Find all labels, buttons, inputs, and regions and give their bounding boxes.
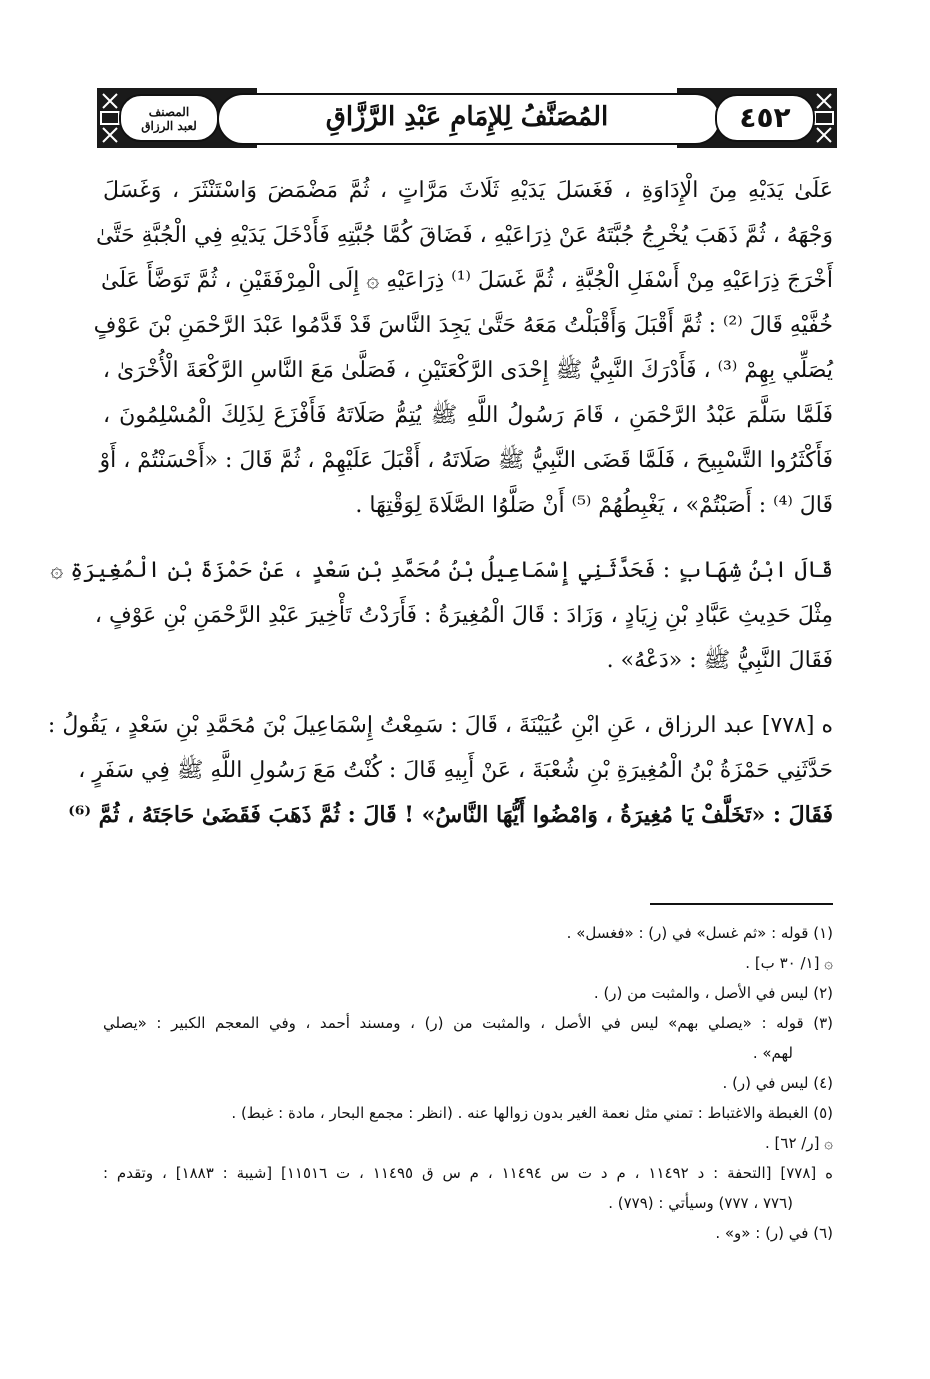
- footnotes: [103, 918, 833, 1248]
- text-line: قَالَ ⁽⁴⁾ : أَصَبْتُمْ» ، يَغْبِطُهُمْ ⁽⁵⁾ أَنْ صَلَّوُا الصَّلَاةَ لِوَقْتِهَا .: [355, 493, 833, 518]
- text-line: فَأَكْثَرُوا التَّسْبِيحَ ، فَلَمَّا قَضَى النَّبِيُّ ﷺ صَلَاتَهُ ، أَقْبَلَ عَلَيْهِمْ ، ثُمَّ قَالَ : «أَحْسَنْتُمْ ، أَوْ: [99, 448, 833, 473]
- hadith-heading-line: ه [٧٧٨] عبد الرزاق ، عَنِ ابْنِ عُيَيْنَةَ ، قَالَ : سَمِعْتُ إِسْمَاعِيلَ بْنَ مُحَمَّدِ بْنِ سَعْدٍ ، يَقُولُ :: [47, 713, 833, 738]
- text-line: مِثْلَ حَدِيثِ عَبَّادِ بْنِ زِيَادٍ ، وَزَادَ : قَالَ الْمُغِيرَةُ : فَأَرَدْتُ تَأْخِيرَ عَبْدِ الرَّحْمَنِ بْنِ عَوْفٍ ،: [94, 603, 833, 628]
- publisher-logo: [119, 94, 219, 142]
- text-line: حَدَّثَنِي حَمْزَةُ بْنُ الْمُغِيرَةِ بْنِ شُعْبَةَ ، عَنْ أَبِيهِ قَالَ : كُنْتُ مَعَ رَسُولِ اللَّهِ ﷺ فِي سَفَرٍ ،: [78, 758, 833, 783]
- text-line: فَقَالَ : «تَخَلَّفْ يَا مُغِيرَةُ ، وَامْضُوا أَيُّهَا النَّاسُ» ! قَالَ : ثُمَّ ذَهَبَ فَقَضَىٰ حَاجَتَهُ ، ثُمَّ ⁽⁶⁾: [68, 802, 833, 828]
- text-line: وَجْهَهُ ، ثُمَّ ذَهَبَ يُخْرِجُ جُبَّتَهُ عَنْ ذِرَاعَيْهِ ، فَضَاقَ كُمَّا جُبَّتِهِ فَأَدْخَلَ يَدَيْهِ فِي الْجُبَّةِ حَتَّىٰ: [96, 223, 833, 248]
- footnote: (٦) في (ر) : «و» .: [715, 1224, 833, 1242]
- footnote-continuation: لهم» .: [752, 1044, 793, 1062]
- page-number: ٤٥٢: [739, 101, 791, 134]
- footnote: ۞ [ر/ ٦٢] .: [765, 1134, 833, 1152]
- footnote: ۞ [١/ ٣٠ ب] .: [745, 954, 833, 972]
- text-line: يُصَلِّي بِهِمْ ⁽³⁾ ، فَأَدْرَكَ النَّبِيُّ ﷺ إِحْدَى الرَّكْعَتَيْنِ ، فَصَلَّىٰ مَعَ النَّاسِ الرَّكْعَةَ الْأُخْرَىٰ ،: [102, 358, 833, 383]
- footnote-continuation: (٧٧٦ ، ٧٧٧) وسيأتي : (٧٧٩) .: [608, 1194, 793, 1212]
- text-line: فَقَالَ النَّبِيُّ ﷺ : «دَعْهُ» .: [606, 648, 833, 673]
- book-title: المُصَنَّفُ لِلإِمَامِ عَبْدِ الرَّزَّاقِ: [325, 102, 609, 132]
- footnote: (٢) ليس في الأصل ، والمثبت من (ر) .: [593, 984, 833, 1002]
- text-line: عَلَىٰ يَدَيْهِ مِنَ الْإِدَاوَةِ ، فَغَسَلَ يَدَيْهِ ثَلَاثَ مَرَّاتٍ ، ثُمَّ مَضْمَضَ وَاسْتَنْثَرَ ، وَغَسَلَ: [103, 178, 833, 203]
- footnote: ه [٧٧٨] [التحفة : د ١١٤٩٢ ، م د ت س ١١٤٩٤ ، م س ق ١١٤٩٥ ، ت ١١٥١٦] [شيبة : ١٨٨٣] ، وتقدم :: [103, 1164, 833, 1182]
- footnote-separator: [650, 903, 833, 905]
- page-header: [97, 88, 837, 148]
- logo-text-bottom: لعبد الرزاق: [141, 118, 197, 133]
- logo-text-top: المصنف: [148, 104, 190, 119]
- footnote: (٣) قوله : «يصلي بهم» ليس في الأصل ، والمثبت من (ر) ، ومسند أحمد ، وفي المعجم الكبير : «يصلي: [103, 1014, 833, 1032]
- main-text: [47, 168, 833, 838]
- text-line: خُفَّيْهِ قَالَ ⁽²⁾ : ثُمَّ أَقْبَلَ وَأَقْبَلْتُ مَعَهُ حَتَّىٰ يَجِدَ النَّاسَ قَدْ قَدَّمُوا عَبْدَ الرَّحْمَنِ بْنَ عَوْفٍ: [93, 313, 833, 338]
- text-line: قَالَ ابْنُ شِهَابٍ : فَحَدَّثَنِي إِسْمَاعِيلُ بْنُ مُحَمَّدِ بْنِ سَعْدٍ ، عَنْ حَمْزَةَ بْنِ الْمُغِيرَةِ ۞: [50, 558, 833, 583]
- footnote: (٤) ليس في (ر) .: [722, 1074, 833, 1092]
- text-line: أَخْرَجَ ذِرَاعَيْهِ مِنْ أَسْفَلِ الْجُبَّةِ ، ثُمَّ غَسَلَ ⁽¹⁾ ذِرَاعَيْهِ ۞ إِلَى الْمِرْفَقَيْنِ ، ثُمَّ تَوَضَّأَ عَلَىٰ: [101, 268, 833, 293]
- text-line: فَلَمَّا سَلَّمَ عَبْدُ الرَّحْمَنِ ، قَامَ رَسُولُ اللَّهِ ﷺ يُتِمُّ صَلَاتَهُ فَأَفْزَعَ لِذَلِكَ الْمُسْلِمُونَ ،: [103, 403, 833, 428]
- footnote: (١) قوله : «ثم غسل» في (ر) : «فغسل» .: [566, 924, 833, 942]
- page-number-badge: [715, 94, 815, 142]
- footnote: (٥) الغبطة والاغتباط : تمني مثل نعمة الغير بدون زوالها عنه . (انظر : مجمع البحار ، مادة : غبط) .: [231, 1104, 833, 1122]
